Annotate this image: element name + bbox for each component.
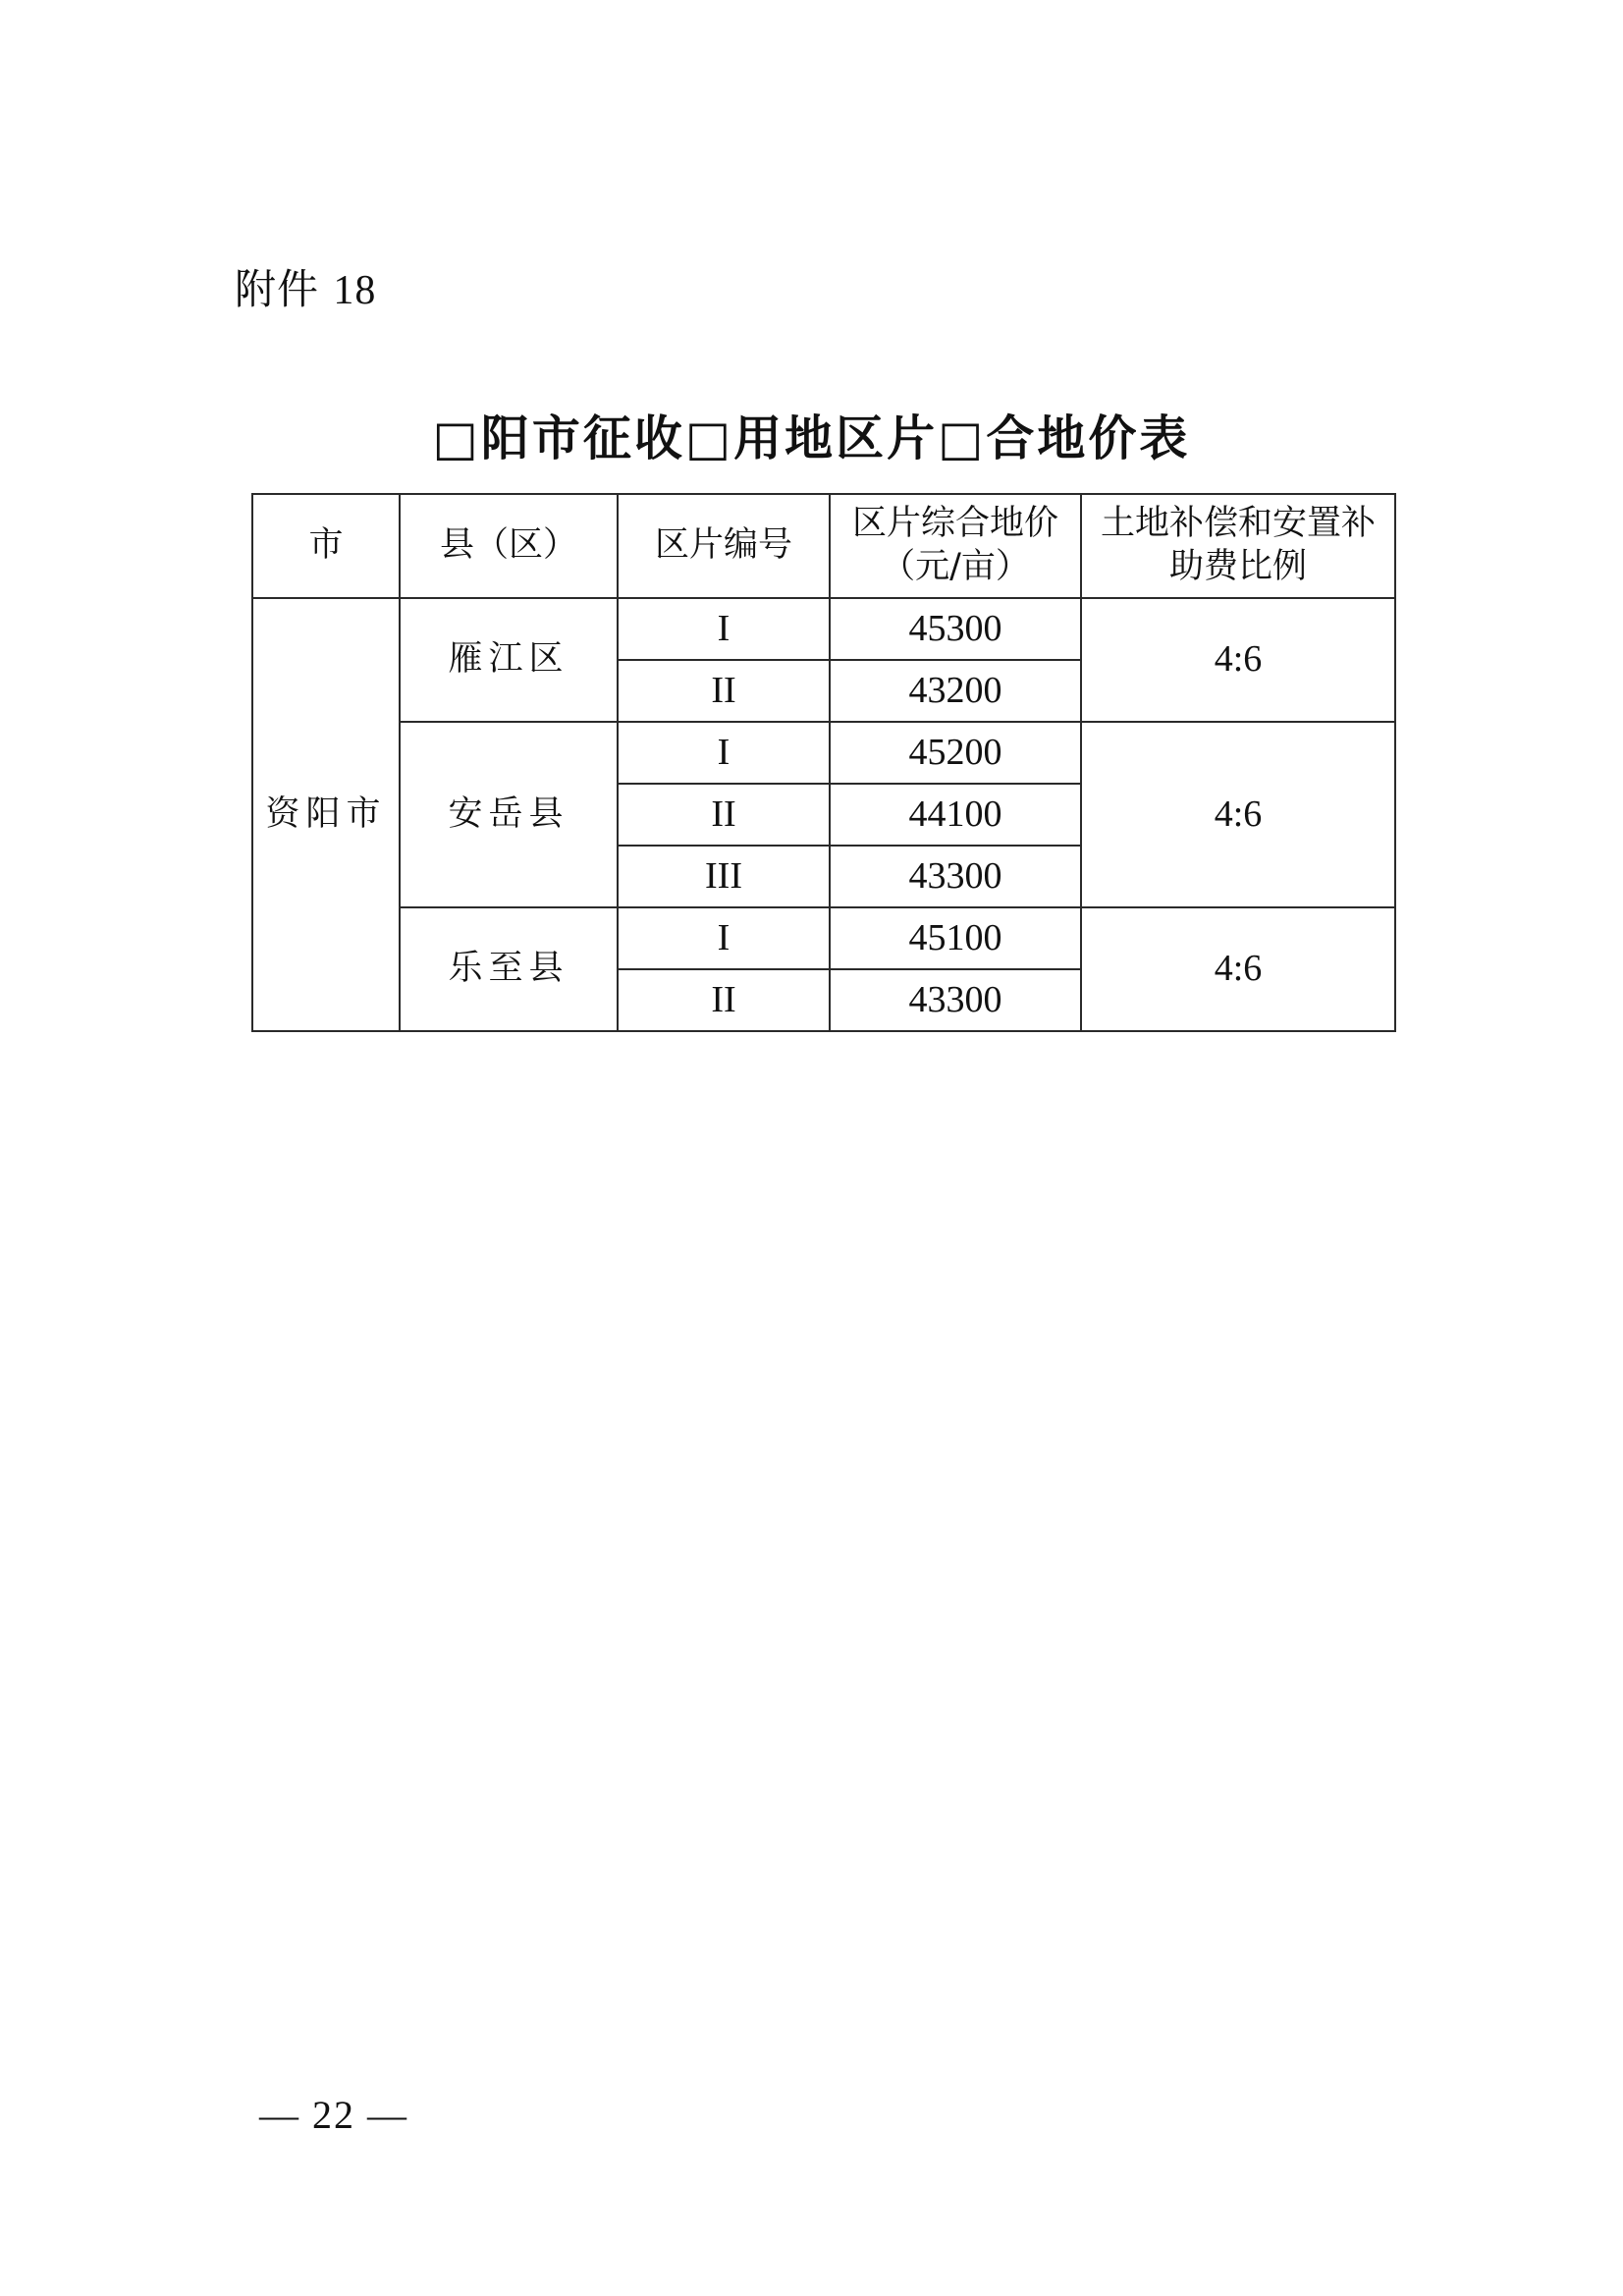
- ratio-cell: 4:6: [1081, 907, 1395, 1031]
- price-cell: 45100: [830, 907, 1081, 969]
- attachment-number: 18: [333, 268, 377, 313]
- price-cell: 43200: [830, 660, 1081, 722]
- header-price-line1: 区片综合地价: [851, 504, 1058, 544]
- zone-cell: III: [618, 846, 830, 907]
- price-cell: 43300: [830, 969, 1081, 1031]
- table-row: [252, 722, 1395, 784]
- attachment-text: 附件: [235, 265, 320, 313]
- header-zone-no: 区片编号: [618, 494, 830, 598]
- header-price-line2: （元/亩）: [881, 547, 1030, 586]
- page-number: — 22 —: [259, 2093, 408, 2137]
- header-ratio-line1: 土地补偿和安置补: [1100, 504, 1376, 544]
- price-cell: 45200: [830, 722, 1081, 784]
- zone-cell: I: [618, 722, 830, 784]
- county-cell: 乐至县: [400, 907, 618, 1031]
- zone-cell: II: [618, 660, 830, 722]
- ratio-cell: 4:6: [1081, 722, 1395, 907]
- attachment-label: [235, 257, 376, 316]
- header-ratio: [1081, 494, 1395, 598]
- city-cell: 资阳市: [252, 598, 400, 1031]
- table-row: [252, 907, 1395, 969]
- zone-cell: II: [618, 784, 830, 846]
- county-cell: 安岳县: [400, 722, 618, 907]
- price-cell: 44100: [830, 784, 1081, 846]
- price-cell: 45300: [830, 598, 1081, 660]
- table-row: [252, 598, 1395, 660]
- price-cell: 43300: [830, 846, 1081, 907]
- ratio-cell: 4:6: [1081, 598, 1395, 722]
- zone-cell: I: [618, 598, 830, 660]
- header-price: [830, 494, 1081, 598]
- county-cell: 雁江区: [400, 598, 618, 722]
- land-price-table: [251, 493, 1396, 1032]
- zone-cell: I: [618, 907, 830, 969]
- page-title: □阳市征收□用地区片□合地价表: [432, 410, 1191, 466]
- header-county: 县（区）: [400, 494, 618, 598]
- zone-cell: II: [618, 969, 830, 1031]
- header-ratio-line2: 助费比例: [1168, 547, 1307, 586]
- table-header-row: [252, 494, 1395, 598]
- header-city: 市: [252, 494, 400, 598]
